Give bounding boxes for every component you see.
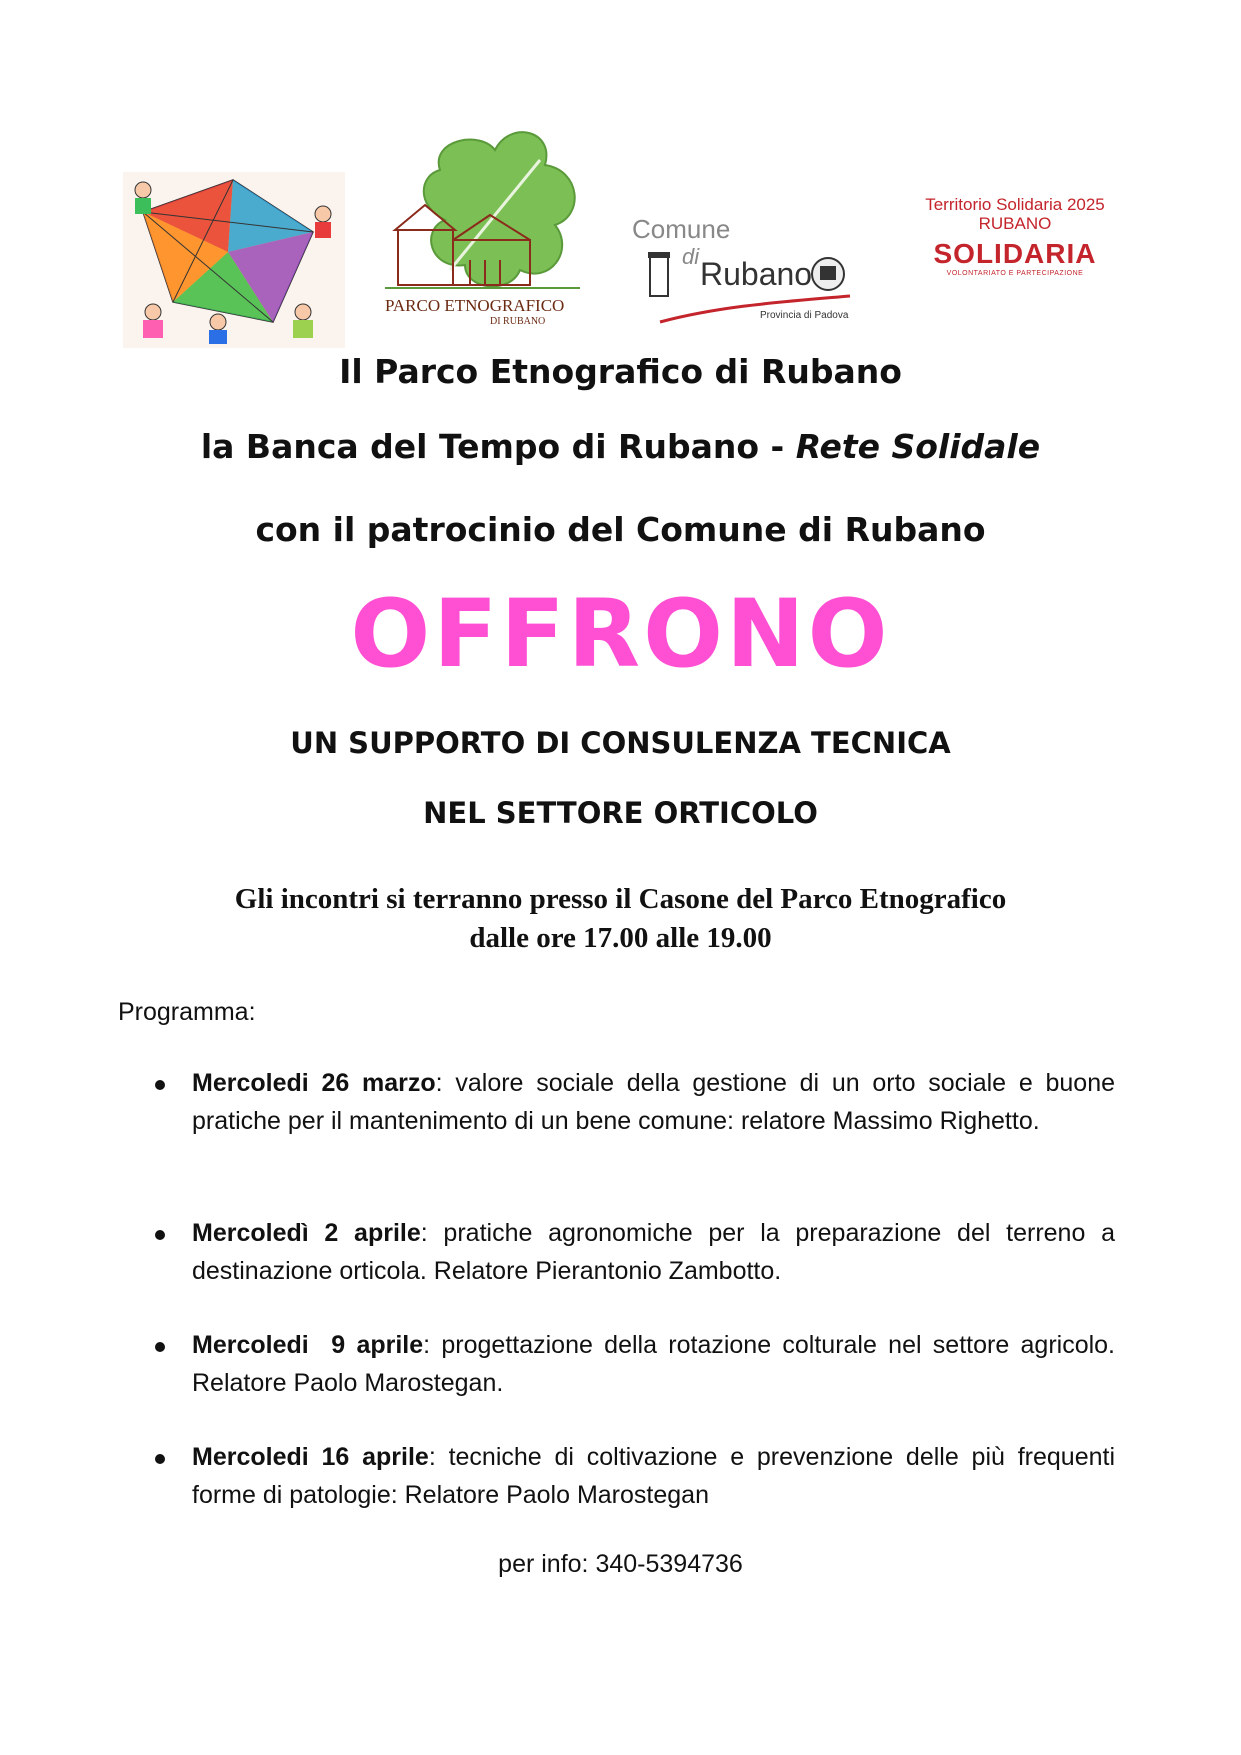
- program-item-text: : pratiche agronomiche per la preparazione del terreno a destinazione orticola. Relatore Pierantonio Zambotto.: [192, 1219, 1115, 1285]
- organizer-line: Il Parco Etnografico di Rubano: [339, 352, 902, 391]
- banca-tempo-name: la Banca del Tempo di Rubano -: [200, 427, 796, 466]
- program-item: [192, 1326, 1115, 1402]
- supporto-line: UN SUPPORTO DI CONSULENZA TECNICA: [290, 726, 951, 760]
- solidaria-subtitle: VOLONTARIATO E PARTECIPAZIONE: [946, 270, 1084, 277]
- parco-logo-name: PARCO ETNOGRAFICO: [385, 296, 565, 315]
- program-item-text: : progettazione della rotazione colturale nel settore agricolo. Relatore Paolo Marostegan.: [192, 1331, 1116, 1397]
- kids-kite-logo: [123, 172, 345, 348]
- offrono-heading: OFFRONO: [350, 580, 891, 689]
- comune-di-word: di: [682, 244, 700, 269]
- location-line: Gli incontri si terranno presso il Casone del Parco Etnografico: [234, 883, 1007, 915]
- comune-rubano-logo: [630, 210, 875, 332]
- solidaria-title: Territorio Solidaria 2025: [925, 195, 1105, 214]
- time-line: dalle ore 17.00 alle 19.00: [469, 922, 772, 954]
- program-item-date: Mercoledì 2 aprile: [192, 1219, 421, 1247]
- solidaria-brand: SOLIDARIA: [933, 238, 1097, 269]
- program-item-text: : tecniche di coltivazione e prevenzione delle più frequenti forme di patologie: Relatore Paolo Marostegan: [192, 1443, 1115, 1509]
- parco-etnografico-logo: [370, 120, 595, 334]
- settore-line: NEL SETTORE ORTICOLO: [423, 796, 818, 830]
- info-phone: per info: 340-5394736: [498, 1550, 743, 1578]
- comune-word: Comune: [632, 214, 731, 244]
- banca-tempo-line: [0, 427, 1241, 466]
- program-item-date: Mercoledi 16 aprile: [192, 1443, 429, 1471]
- program-item-text: : valore sociale della gestione di un orto sociale e buone pratiche per il mantenimento di un bene comune: relatore Massimo Righetto.: [192, 1069, 1115, 1135]
- program-item-date: Mercoledi 9 aprile: [192, 1331, 424, 1359]
- program-item: [192, 1064, 1115, 1140]
- program-item-date: Mercoledi 26 marzo: [192, 1069, 436, 1097]
- program-item: [192, 1214, 1115, 1290]
- programma-label: Programma:: [118, 998, 256, 1026]
- solidaria-logo: [895, 195, 1135, 295]
- program-item: [192, 1438, 1115, 1514]
- bullet-icon: [155, 1342, 165, 1352]
- comune-rubano-word: Rubano: [700, 256, 813, 292]
- parco-logo-subname: DI RUBANO: [490, 316, 546, 327]
- kids-kite-illustration: [123, 172, 345, 348]
- rete-solidale: Rete Solidale: [795, 427, 1041, 466]
- solidaria-city: RUBANO: [978, 214, 1052, 233]
- bullet-icon: [155, 1454, 165, 1464]
- bullet-icon: [155, 1080, 165, 1090]
- comune-province: Provincia di Padova: [760, 310, 849, 321]
- patrocinio-line: con il patrocinio del Comune di Rubano: [255, 510, 986, 549]
- bullet-icon: [155, 1230, 165, 1240]
